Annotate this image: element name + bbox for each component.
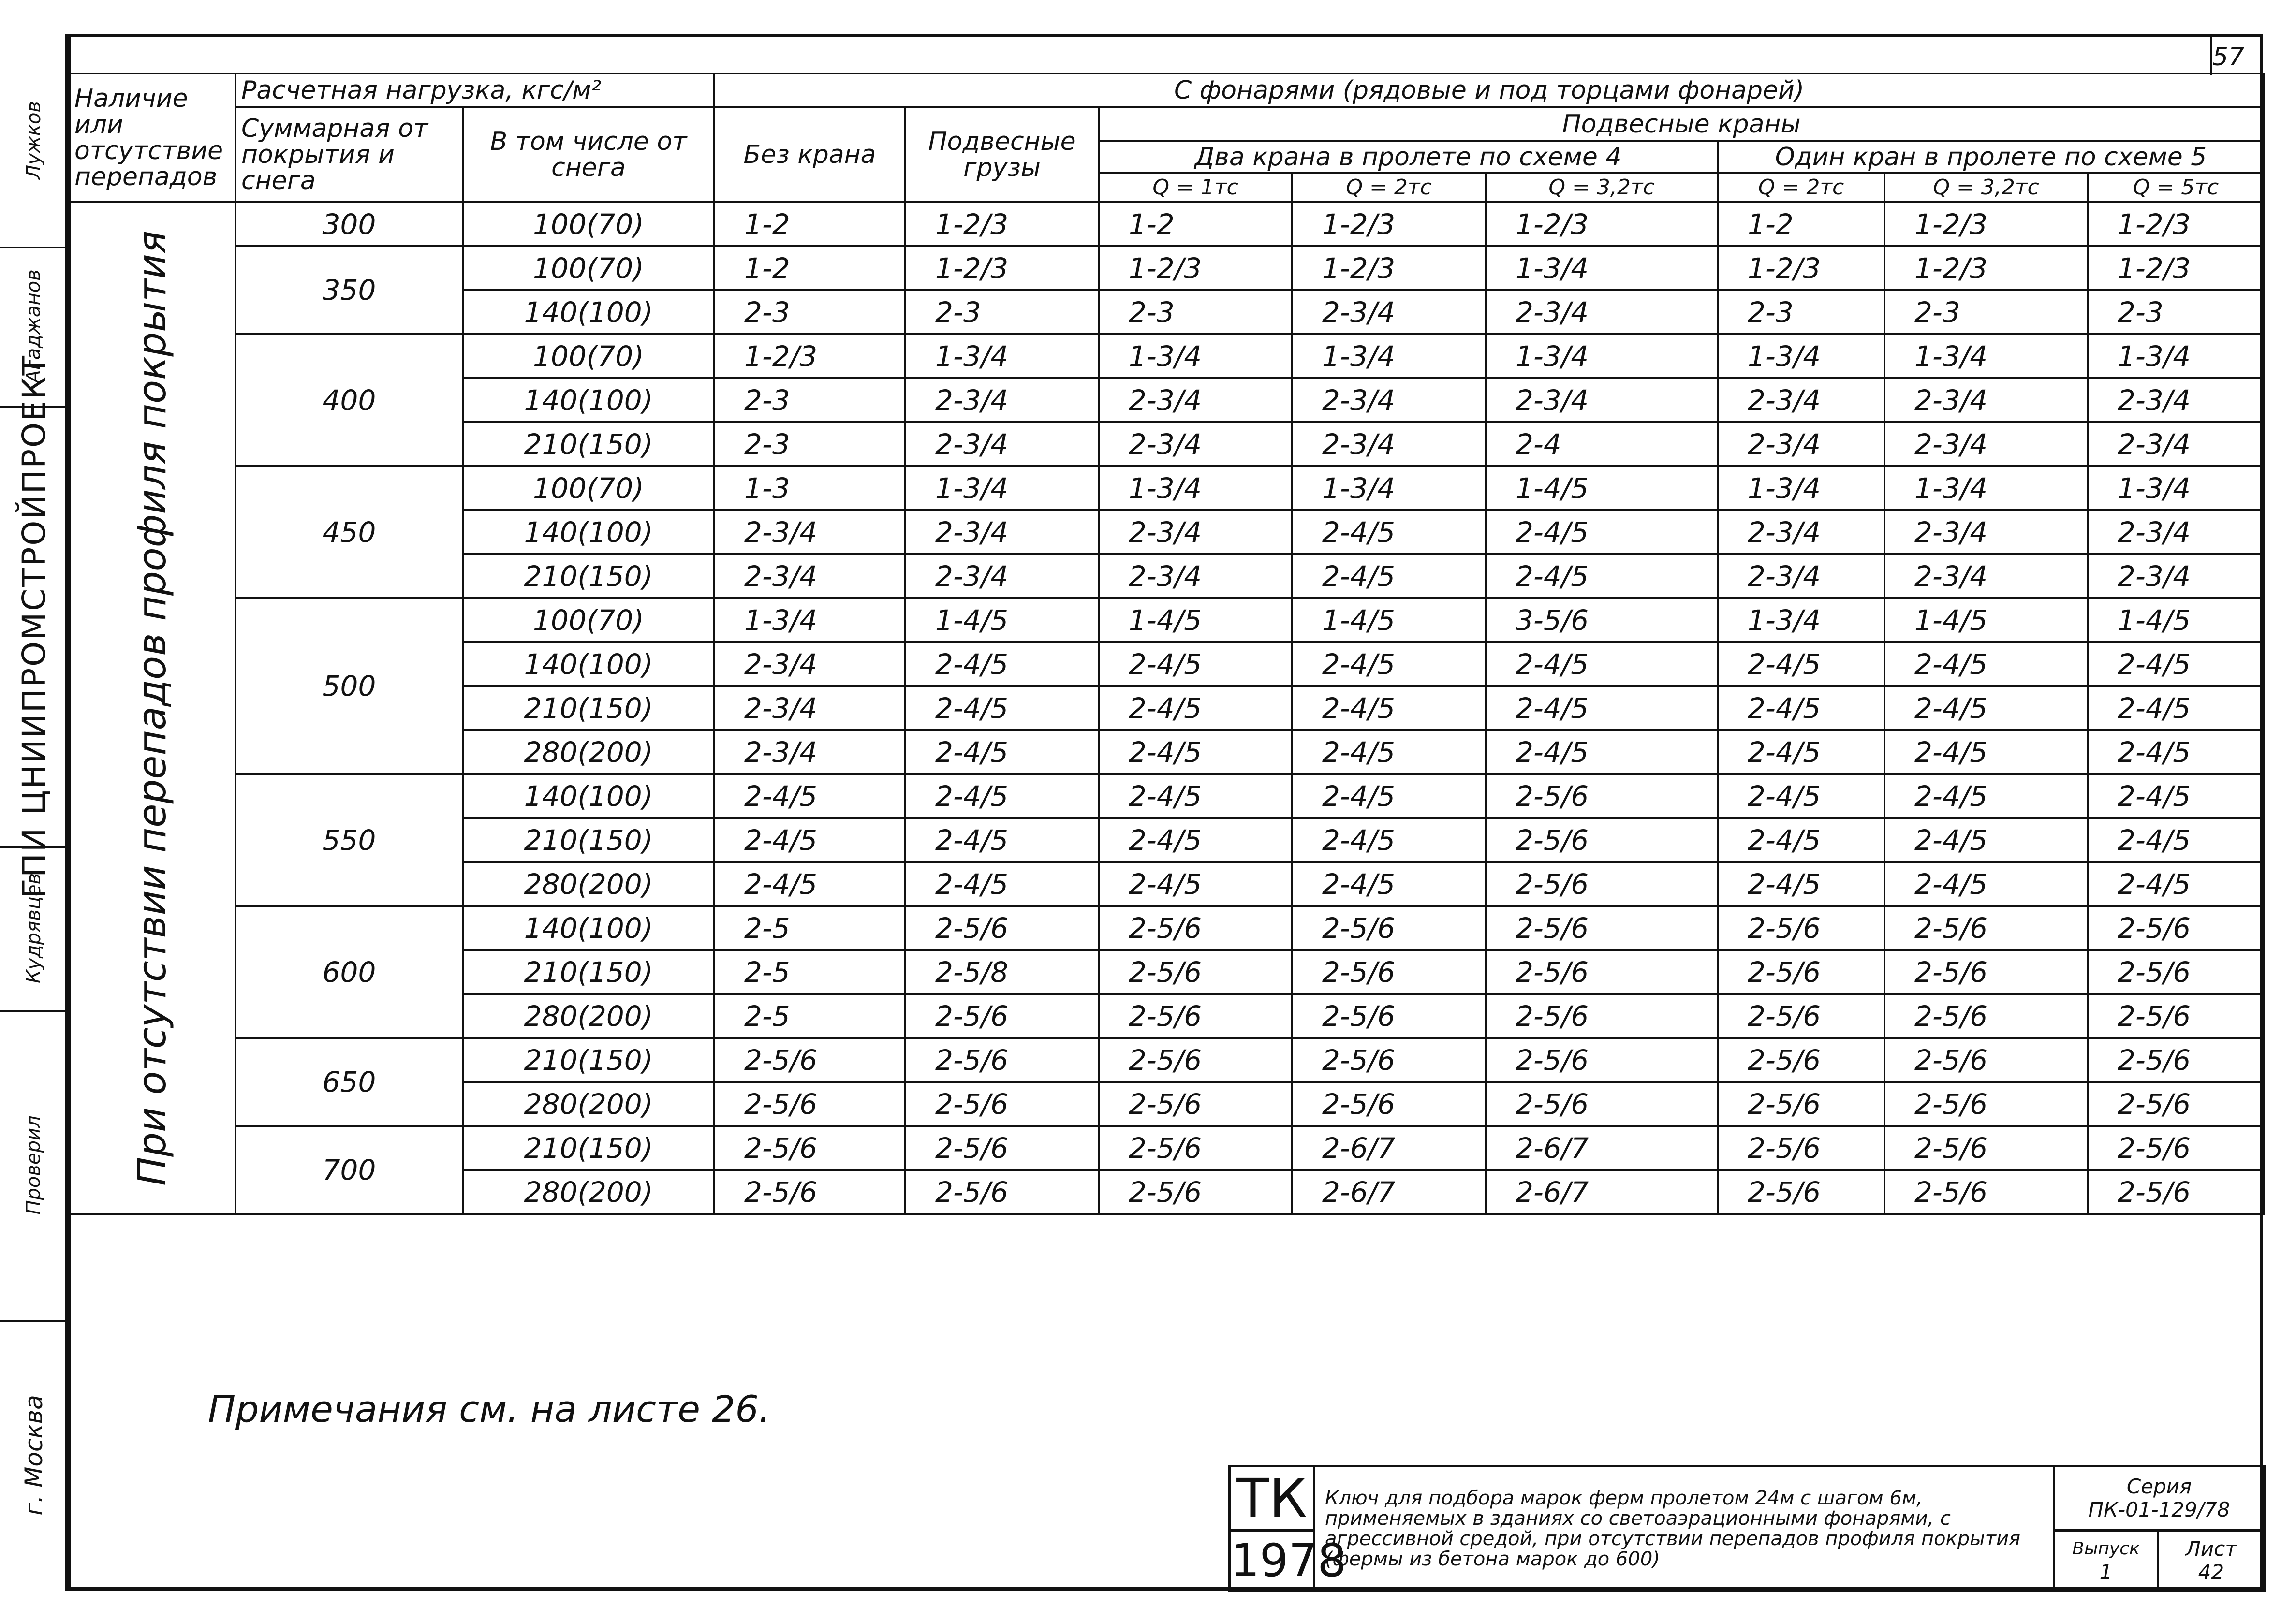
truss-mark-cell: 2-5/6 (1884, 1170, 2088, 1214)
truss-mark-cell: 1-3/4 (905, 334, 1099, 378)
truss-mark-cell: 2-4/5 (1099, 818, 1292, 862)
truss-mark-cell: 1-4/5 (1884, 598, 2088, 642)
truss-mark-cell: 1-3/4 (1718, 598, 1884, 642)
truss-mark-cell: 2-3/4 (905, 378, 1099, 422)
truss-mark-cell: 2-3/4 (905, 554, 1099, 598)
snow-load-cell: 140(100) (463, 290, 714, 334)
issue-cell (2054, 1531, 2158, 1591)
snow-load-cell: 280(200) (463, 730, 714, 774)
truss-mark-cell: 1-3/4 (1292, 334, 1486, 378)
truss-mark-cell: 2-4/5 (1486, 730, 1718, 774)
truss-mark-cell: 2-4/5 (1486, 642, 1718, 686)
snow-load-cell: 210(150) (463, 1038, 714, 1082)
truss-mark-cell: 2-6/7 (1486, 1170, 1718, 1214)
header-suspended-cranes: Подвесные краны (1099, 107, 2264, 141)
sheet-label: Лист (2185, 1537, 2237, 1561)
stamp-label: Проверил (23, 1115, 45, 1215)
total-load-cell: 600 (235, 906, 463, 1038)
header-one-crane: Один кран в пролете по схеме 5 (1718, 141, 2264, 173)
truss-mark-cell: 2-4/5 (1486, 510, 1718, 554)
truss-mark-cell: 2-5/6 (905, 994, 1099, 1038)
truss-mark-cell: 2-3/4 (714, 686, 905, 730)
truss-mark-cell: 2-4/5 (1099, 642, 1292, 686)
truss-mark-cell: 2-3/4 (1486, 290, 1718, 334)
table-row (69, 1038, 2264, 1082)
truss-mark-cell: 2-4/5 (1718, 686, 1884, 730)
truss-mark-cell: 3-5/6 (1486, 598, 1718, 642)
truss-mark-cell: 2-5/6 (1099, 994, 1292, 1038)
snow-load-cell: 280(200) (463, 994, 714, 1038)
truss-mark-cell: 2-4/5 (1099, 862, 1292, 906)
truss-mark-cell: 2-4/5 (1099, 686, 1292, 730)
header-q: Q = 1тс (1099, 173, 1292, 202)
truss-mark-cell: 1-2/3 (1099, 246, 1292, 290)
truss-mark-cell: 2-3/4 (2088, 554, 2264, 598)
truss-mark-cell: 2-5/6 (1099, 906, 1292, 950)
issue-value: 1 (2099, 1560, 2113, 1584)
truss-mark-cell: 1-2/3 (2088, 202, 2264, 246)
truss-mark-cell: 2-5/6 (1486, 906, 1718, 950)
truss-mark-cell: 2-5/6 (1486, 1038, 1718, 1082)
notes: Примечания см. на листе 26. (208, 1387, 770, 1431)
truss-mark-cell: 2-4/5 (1884, 774, 2088, 818)
snow-load-cell: 210(150) (463, 422, 714, 466)
header-design-load: Расчетная нагрузка, кгс/м² (235, 73, 714, 107)
stamp-cell-checked (0, 846, 68, 1010)
truss-mark-cell: 1-2 (1099, 202, 1292, 246)
truss-mark-cell: 2-4/5 (905, 730, 1099, 774)
truss-mark-cell: 1-3/4 (1718, 466, 1884, 510)
truss-mark-cell: 2-4/5 (714, 862, 905, 906)
truss-mark-cell: 2-4/5 (1292, 862, 1486, 906)
truss-mark-cell: 2-5/6 (1718, 994, 1884, 1038)
truss-mark-cell: 2-3/4 (905, 510, 1099, 554)
truss-mark-cell: 2-5/6 (905, 1126, 1099, 1170)
truss-mark-cell: 2-3 (1884, 290, 2088, 334)
truss-mark-cell: 1-3/4 (1099, 334, 1292, 378)
snow-load-cell: 280(200) (463, 862, 714, 906)
page-number: 57 (2212, 43, 2245, 72)
truss-mark-cell: 2-3/4 (2088, 378, 2264, 422)
truss-mark-cell: 2-4/5 (1486, 554, 1718, 598)
truss-mark-cell: 1-3/4 (1486, 246, 1718, 290)
snow-load-cell: 140(100) (463, 642, 714, 686)
truss-mark-cell: 1-2/3 (1292, 202, 1486, 246)
truss-mark-cell: 2-5/6 (1718, 906, 1884, 950)
truss-mark-cell: 2-4/5 (1292, 554, 1486, 598)
truss-mark-cell: 2-5/6 (2088, 1082, 2264, 1126)
truss-mark-cell: 2-4/5 (905, 686, 1099, 730)
truss-mark-cell: 2-5/6 (1486, 774, 1718, 818)
truss-mark-cell: 1-2/3 (1292, 246, 1486, 290)
truss-mark-cell: 1-2/3 (714, 334, 905, 378)
truss-mark-cell: 2-4/5 (2088, 686, 2264, 730)
truss-mark-cell: 2-5/6 (1486, 862, 1718, 906)
truss-mark-cell: 2-3 (714, 378, 905, 422)
truss-mark-cell: 1-3/4 (714, 598, 905, 642)
header-no-crane: Без крана (714, 107, 905, 202)
table-row (69, 906, 2264, 950)
table-row (69, 202, 2264, 246)
truss-mark-cell: 2-4 (1486, 422, 1718, 466)
truss-mark-cell: 2-5/6 (714, 1082, 905, 1126)
stamp-cell-group (0, 1010, 68, 1320)
truss-mark-cell: 2-5/6 (1884, 1082, 2088, 1126)
header-suspended-loads: Подвесные грузы (905, 107, 1099, 202)
truss-mark-cell: 2-5/6 (1884, 906, 2088, 950)
stamp-name: Кудрявцев (23, 873, 45, 984)
truss-mark-cell: 2-4/5 (1718, 730, 1884, 774)
truss-mark-cell: 2-3 (1718, 290, 1884, 334)
truss-mark-cell: 2-5/6 (714, 1038, 905, 1082)
truss-mark-cell: 2-4/5 (1884, 818, 2088, 862)
header-q: Q = 5тс (2088, 173, 2264, 202)
truss-mark-cell: 2-5/6 (1884, 1038, 2088, 1082)
snow-load-cell: 210(150) (463, 950, 714, 994)
truss-mark-cell: 2-4/5 (1884, 686, 2088, 730)
truss-mark-cell: 1-2 (1718, 202, 1884, 246)
truss-mark-cell: 1-3/4 (2088, 334, 2264, 378)
truss-mark-cell: 2-5/6 (1099, 1126, 1292, 1170)
truss-mark-cell: 2-4/5 (1292, 642, 1486, 686)
truss-mark-cell: 2-3 (714, 290, 905, 334)
truss-mark-cell: 1-4/5 (1099, 598, 1292, 642)
table-body (69, 202, 2264, 1214)
total-load-cell: 300 (235, 202, 463, 246)
snow-load-cell: 210(150) (463, 818, 714, 862)
truss-mark-cell: 2-5/6 (1292, 994, 1486, 1038)
stamp-cell-ispolnitel (0, 34, 68, 247)
truss-mark-cell: 2-5/6 (1292, 950, 1486, 994)
snow-load-cell: 140(100) (463, 774, 714, 818)
snow-load-cell: 140(100) (463, 510, 714, 554)
truss-mark-cell: 1-4/5 (1486, 466, 1718, 510)
snow-load-cell: 100(70) (463, 202, 714, 246)
truss-mark-cell: 2-6/7 (1486, 1126, 1718, 1170)
snow-load-cell: 210(150) (463, 686, 714, 730)
header-presence: Наличие или отсутствие перепадов (69, 73, 235, 202)
truss-mark-cell: 2-6/7 (1292, 1170, 1486, 1214)
truss-mark-cell: 2-5/6 (1486, 1082, 1718, 1126)
series-value: ПК-01-129/78 (2088, 1498, 2230, 1521)
truss-mark-cell: 2-3/4 (714, 730, 905, 774)
truss-mark-cell: 2-3/4 (1718, 422, 1884, 466)
truss-mark-cell: 2-4/5 (1718, 818, 1884, 862)
truss-mark-cell: 2-5/6 (1099, 1038, 1292, 1082)
truss-mark-cell: 2-3/4 (1099, 510, 1292, 554)
truss-mark-cell: 2-3/4 (1718, 510, 1884, 554)
snow-load-cell: 210(150) (463, 554, 714, 598)
truss-mark-cell: 2-3/4 (905, 422, 1099, 466)
truss-mark-cell: 1-2/3 (1884, 246, 2088, 290)
truss-mark-cell: 2-6/7 (1292, 1126, 1486, 1170)
truss-mark-cell: 2-5/6 (1718, 950, 1884, 994)
truss-mark-cell: 1-2/3 (1486, 202, 1718, 246)
truss-mark-cell: 2-4/5 (2088, 774, 2264, 818)
title-block (1228, 1465, 2266, 1592)
truss-mark-cell: 2-4/5 (2088, 730, 2264, 774)
truss-mark-cell: 2-3/4 (714, 554, 905, 598)
truss-mark-cell: 1-2 (714, 202, 905, 246)
truss-mark-cell: 2-3/4 (1292, 422, 1486, 466)
truss-mark-cell: 2-4/5 (1884, 730, 2088, 774)
organization-cell (0, 354, 68, 898)
truss-mark-cell: 1-2/3 (905, 202, 1099, 246)
total-load-cell: 500 (235, 598, 463, 774)
truss-mark-cell: 2-3 (714, 422, 905, 466)
snow-load-cell: 210(150) (463, 1126, 714, 1170)
sheet-cell (2158, 1531, 2265, 1591)
snow-load-cell: 100(70) (463, 466, 714, 510)
header-snow: В том числе от снега (463, 107, 714, 202)
table-row (69, 466, 2264, 510)
truss-mark-cell: 2-5/6 (1292, 906, 1486, 950)
truss-mark-cell: 2-4/5 (1292, 510, 1486, 554)
truss-mark-cell: 2-3/4 (1099, 422, 1292, 466)
truss-selection-table (68, 73, 2265, 1215)
truss-mark-cell: 2-5/6 (905, 1170, 1099, 1214)
header-lanterns: С фонарями (рядовые и под торцами фонарей) (714, 73, 2264, 107)
truss-mark-cell: 2-3/4 (1718, 378, 1884, 422)
snow-load-cell: 140(100) (463, 378, 714, 422)
table-row (69, 246, 2264, 290)
truss-mark-cell: 2-3/4 (714, 510, 905, 554)
table-row (69, 598, 2264, 642)
truss-mark-cell: 2-3/4 (1292, 290, 1486, 334)
truss-mark-cell: 2-3/4 (1099, 378, 1292, 422)
truss-mark-cell: 2-4/5 (1884, 862, 2088, 906)
truss-mark-cell: 2-3/4 (1099, 554, 1292, 598)
truss-mark-cell: 2-5/6 (1718, 1082, 1884, 1126)
truss-mark-cell: 1-2/3 (1718, 246, 1884, 290)
truss-mark-cell: 2-5/6 (905, 906, 1099, 950)
truss-mark-cell: 2-5 (714, 906, 905, 950)
truss-mark-cell: 1-2/3 (905, 246, 1099, 290)
truss-mark-cell: 2-5/6 (1486, 950, 1718, 994)
truss-mark-cell: 2-5/6 (1292, 1038, 1486, 1082)
truss-mark-cell: 2-3/4 (1486, 378, 1718, 422)
truss-mark-cell: 2-5/6 (1884, 950, 2088, 994)
tk-year: 1978 (1230, 1531, 1314, 1591)
truss-mark-cell: 2-5/6 (1486, 994, 1718, 1038)
truss-mark-cell: 1-3/4 (1099, 466, 1292, 510)
truss-mark-cell: 2-4/5 (2088, 818, 2264, 862)
truss-mark-cell: 2-3/4 (2088, 422, 2264, 466)
truss-mark-cell: 2-3/4 (1884, 422, 2088, 466)
truss-mark-cell: 2-3/4 (2088, 510, 2264, 554)
truss-mark-cell: 2-4/5 (1099, 730, 1292, 774)
snow-load-cell: 100(70) (463, 246, 714, 290)
truss-mark-cell: 2-5/6 (1718, 1038, 1884, 1082)
truss-mark-cell: 2-5/6 (1884, 1126, 2088, 1170)
truss-mark-cell: 2-5/6 (2088, 1126, 2264, 1170)
snow-load-cell: 100(70) (463, 334, 714, 378)
truss-mark-cell: 1-3/4 (1884, 466, 2088, 510)
stamp-name: Лужков (23, 101, 45, 179)
snow-load-cell: 280(200) (463, 1170, 714, 1214)
truss-mark-cell: 2-4/5 (905, 862, 1099, 906)
total-load-cell: 450 (235, 466, 463, 598)
city-label: г. Москва (20, 1395, 48, 1516)
truss-mark-cell: 2-5/6 (2088, 994, 2264, 1038)
sheet-value: 42 (2198, 1560, 2224, 1584)
header-q: Q = 3,2тс (1486, 173, 1718, 202)
truss-mark-cell: 1-4/5 (2088, 598, 2264, 642)
truss-mark-cell: 2-3/4 (1292, 378, 1486, 422)
truss-mark-cell: 2-4/5 (905, 818, 1099, 862)
truss-mark-cell: 2-5/6 (1486, 818, 1718, 862)
total-load-cell: 400 (235, 334, 463, 466)
truss-mark-cell: 2-5/6 (1099, 1082, 1292, 1126)
truss-mark-cell: 2-4/5 (1718, 642, 1884, 686)
truss-mark-cell: 2-5/6 (2088, 1038, 2264, 1082)
truss-mark-cell: 2-5/6 (1099, 950, 1292, 994)
truss-mark-cell: 2-4/5 (905, 774, 1099, 818)
truss-mark-cell: 2-4/5 (1292, 730, 1486, 774)
truss-mark-cell: 2-5 (714, 994, 905, 1038)
tk-code: ТК (1230, 1466, 1314, 1531)
truss-mark-cell: 2-5/6 (905, 1082, 1099, 1126)
truss-mark-cell: 1-2/3 (1884, 202, 2088, 246)
truss-mark-cell: 2-5/8 (905, 950, 1099, 994)
truss-mark-cell: 1-3/4 (1884, 334, 2088, 378)
truss-mark-cell: 2-5/6 (1099, 1170, 1292, 1214)
truss-mark-cell: 2-4/5 (1292, 774, 1486, 818)
truss-mark-cell: 1-4/5 (905, 598, 1099, 642)
snow-load-cell: 280(200) (463, 1082, 714, 1126)
truss-mark-cell: 2-4/5 (1292, 686, 1486, 730)
truss-mark-cell: 2-3/4 (1718, 554, 1884, 598)
truss-mark-cell: 2-5/6 (1292, 1082, 1486, 1126)
truss-mark-cell: 2-4/5 (1099, 774, 1292, 818)
truss-mark-cell: 2-3 (2088, 290, 2264, 334)
truss-mark-cell: 2-5/6 (905, 1038, 1099, 1082)
total-load-cell: 550 (235, 774, 463, 906)
truss-mark-cell: 1-4/5 (1292, 598, 1486, 642)
truss-mark-cell: 1-3 (714, 466, 905, 510)
truss-mark-cell: 2-4/5 (1292, 818, 1486, 862)
truss-mark-cell: 2-3/4 (714, 642, 905, 686)
truss-mark-cell: 2-5/6 (1884, 994, 2088, 1038)
header-q: Q = 2тс (1718, 173, 1884, 202)
organization-title: ГПИ ЦНИИПРОМСТРОЙПРОЕКТ (15, 354, 53, 898)
header-total: Суммарная от покрытия и снега (235, 107, 463, 202)
series-cell (2054, 1466, 2265, 1531)
truss-mark-cell: 2-4/5 (1486, 686, 1718, 730)
truss-mark-cell: 2-5/6 (1718, 1126, 1884, 1170)
truss-mark-cell: 2-4/5 (1884, 642, 2088, 686)
table-row (69, 774, 2264, 818)
truss-mark-cell: 2-4/5 (2088, 642, 2264, 686)
side-stamp-strip (0, 34, 68, 1591)
total-load-cell: 350 (235, 246, 463, 334)
issue-label: Выпуск (2072, 1539, 2140, 1559)
truss-mark-cell: 2-5/6 (1718, 1170, 1884, 1214)
truss-mark-cell: 1-3/4 (1292, 466, 1486, 510)
truss-mark-cell: 2-3/4 (1884, 510, 2088, 554)
total-load-cell: 700 (235, 1126, 463, 1214)
truss-mark-cell: 1-2 (714, 246, 905, 290)
truss-mark-cell: 2-5/6 (714, 1170, 905, 1214)
truss-mark-cell: 2-4/5 (714, 818, 905, 862)
truss-mark-cell: 2-5/6 (714, 1126, 905, 1170)
header-q: Q = 2тс (1292, 173, 1486, 202)
table-row (69, 334, 2264, 378)
truss-mark-cell: 2-4/5 (714, 774, 905, 818)
total-load-cell: 650 (235, 1038, 463, 1126)
truss-mark-cell: 1-3/4 (905, 466, 1099, 510)
truss-mark-cell: 1-3/4 (1486, 334, 1718, 378)
truss-mark-cell: 1-3/4 (1718, 334, 1884, 378)
truss-mark-cell: 2-5/6 (2088, 906, 2264, 950)
row-condition-cell (69, 202, 235, 1214)
series-label: Серия (2126, 1475, 2192, 1498)
row-condition-label: При отсутствии перепадов профиля покрытия (129, 230, 175, 1186)
truss-mark-cell: 2-3/4 (1884, 378, 2088, 422)
city-cell (0, 1320, 68, 1591)
snow-load-cell: 140(100) (463, 906, 714, 950)
truss-mark-cell: 2-5 (714, 950, 905, 994)
truss-mark-cell: 2-4/5 (2088, 862, 2264, 906)
truss-mark-cell: 2-3 (905, 290, 1099, 334)
snow-load-cell: 100(70) (463, 598, 714, 642)
truss-mark-cell: 2-3 (1099, 290, 1292, 334)
truss-mark-cell: 2-3/4 (1884, 554, 2088, 598)
truss-mark-cell: 2-4/5 (1718, 862, 1884, 906)
stamp-name: Агаджанов (23, 269, 45, 383)
truss-mark-cell: 2-5/6 (2088, 1170, 2264, 1214)
table-row (69, 1126, 2264, 1170)
header-two-cranes: Два крана в пролете по схеме 4 (1099, 141, 1718, 173)
truss-mark-cell: 1-2/3 (2088, 246, 2264, 290)
sheet-description: Ключ для подбора марок ферм пролетом 24м с шагом 6м, применяемых в зданиях со светоаэрационными фонарями, с агрессивной средой, при отсутствии перепадов профиля покрытия (фермы из бетона марок до 600) (1314, 1466, 2054, 1591)
truss-mark-cell: 2-4/5 (905, 642, 1099, 686)
truss-mark-cell: 1-3/4 (2088, 466, 2264, 510)
truss-mark-cell: 2-5/6 (2088, 950, 2264, 994)
header-q: Q = 3,2тс (1884, 173, 2088, 202)
truss-mark-cell: 2-4/5 (1718, 774, 1884, 818)
